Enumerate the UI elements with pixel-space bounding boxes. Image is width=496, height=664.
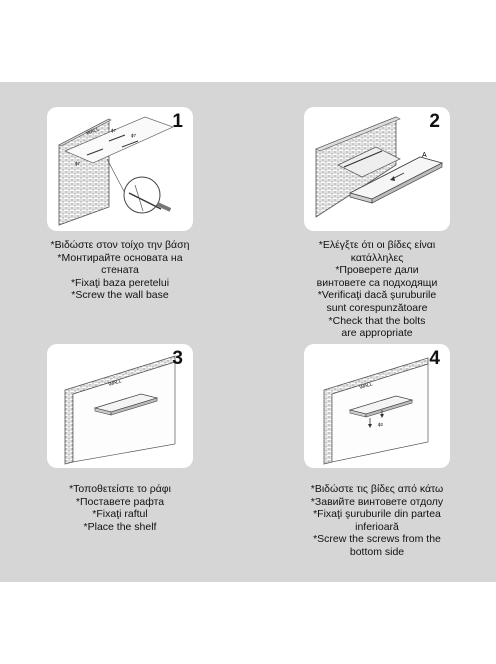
caption-line: *Fixaţi raftul bbox=[92, 508, 148, 521]
step-4-diagram bbox=[304, 344, 450, 468]
caption-line: *Βιδώστε στον τοίχο την βάση bbox=[50, 239, 190, 251]
step-1-diagram bbox=[47, 107, 193, 231]
drill-size-label: ɸ7 bbox=[131, 133, 136, 138]
caption-line: *Fixaţi şuruburile din partea bbox=[313, 508, 441, 521]
step-number: 3 bbox=[172, 348, 183, 369]
step-4-card bbox=[304, 344, 450, 468]
drill-size-label: ɸ2 bbox=[378, 422, 383, 427]
caption-line: *Проверете дали bbox=[335, 264, 419, 277]
caption-line: *Завийте винтовете отдолу bbox=[310, 495, 444, 508]
caption-line: *Ελέγξτε ότι οι βίδες είναι bbox=[318, 239, 436, 251]
step-number: 1 bbox=[172, 111, 183, 132]
step-3-diagram bbox=[47, 344, 193, 468]
wall-label: WALL bbox=[107, 378, 123, 388]
step-2-card bbox=[304, 107, 450, 231]
caption-line: *Screw the screws from the bbox=[313, 533, 441, 546]
step-2-diagram bbox=[304, 107, 450, 231]
caption-line: *Fixaţi baza peretelui bbox=[70, 276, 170, 289]
step-2-caption bbox=[282, 239, 472, 340]
wall-label: WALL bbox=[358, 381, 374, 391]
caption-line: *Screw the wall base bbox=[71, 289, 169, 302]
caption-line: bottom side bbox=[349, 545, 405, 558]
caption-line: *Place the shelf bbox=[83, 520, 157, 533]
step-3-card bbox=[47, 344, 193, 468]
drill-size-label: ɸ7 bbox=[75, 161, 80, 166]
caption-line: *Verificaţi dacă şuruburile bbox=[317, 289, 437, 302]
step-1-caption bbox=[25, 239, 215, 302]
drill-size-label: ɸ7 bbox=[111, 128, 116, 133]
caption-line: inferioară bbox=[355, 520, 399, 533]
caption-line: *Τοποθετείστε το ράφι bbox=[69, 483, 171, 495]
caption-line: винтовете са подходящи bbox=[316, 276, 438, 289]
part-label: A bbox=[422, 152, 427, 159]
step-number: 4 bbox=[429, 348, 440, 369]
caption-line: *Монтирайте основата на bbox=[57, 251, 183, 264]
caption-line: *Check that the bolts bbox=[328, 314, 426, 327]
step-number: 2 bbox=[429, 111, 440, 132]
step-1-card bbox=[47, 107, 193, 231]
caption-line: are appropriate bbox=[341, 327, 413, 340]
step-4-caption bbox=[282, 483, 472, 559]
caption-line: *Βιδώστε τις βίδες από κάτω bbox=[310, 483, 444, 495]
caption-line: κατάλληλες bbox=[350, 251, 404, 264]
caption-line: *Поставете рафта bbox=[75, 495, 165, 508]
wall-label: WALL bbox=[85, 126, 101, 137]
caption-line: стената bbox=[101, 264, 139, 277]
caption-line: sunt corespunzătoare bbox=[326, 301, 428, 314]
instruction-panel bbox=[0, 82, 496, 582]
step-3-caption bbox=[25, 483, 215, 533]
